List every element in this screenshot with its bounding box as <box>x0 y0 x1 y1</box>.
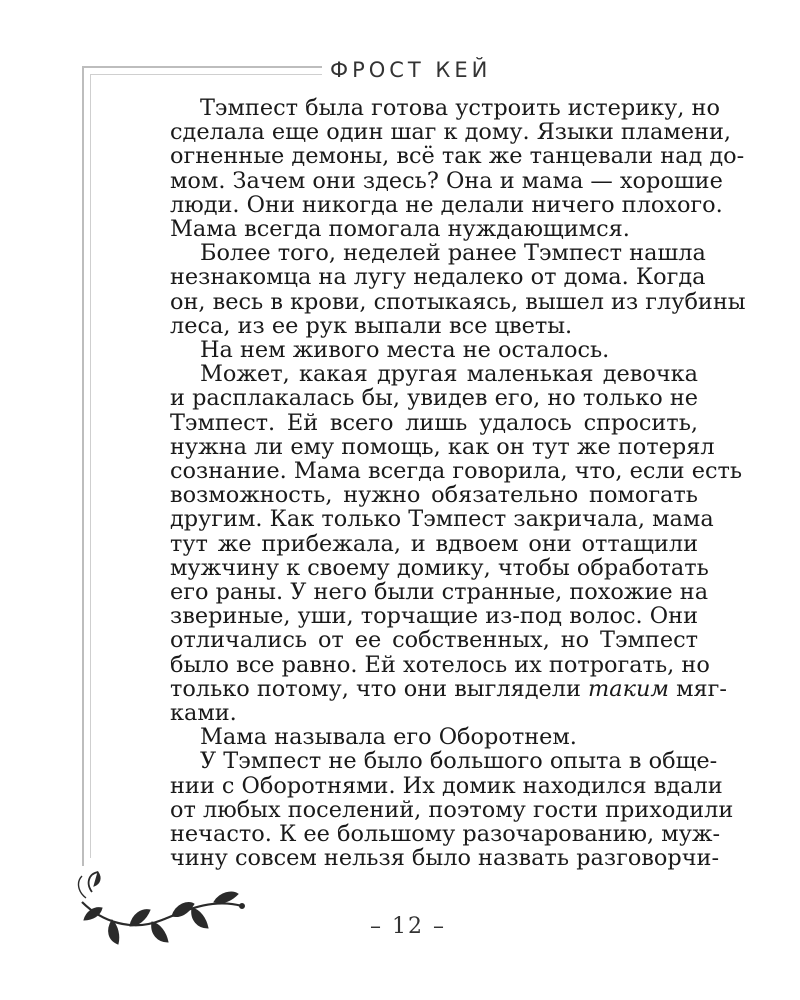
text-line: его раны. У него были странные, похожие на <box>170 579 709 606</box>
text-line: нужна ли ему помощь, как он тут же потерял <box>170 433 715 460</box>
text-line: леса, из ее рук выпали все цветы. <box>170 312 573 339</box>
text-run: мяг- <box>668 675 727 702</box>
text-line: огненные демоны, всё так же танцевали над до- <box>170 143 745 170</box>
running-head-author: ФРОСТ КЕЙ <box>330 58 492 82</box>
page-frame-left-outer <box>82 66 84 866</box>
text-line: возможность, нужно обязательно помогать <box>170 482 698 509</box>
text-line: Мама называла его Оборотнем. <box>200 724 577 751</box>
text-line: он, весь в крови, спотыкаясь, вышел из глубины <box>170 288 746 315</box>
text-line: нечасто. К ее большому разочарованию, муж- <box>170 821 721 848</box>
paragraph-3 <box>140 338 698 362</box>
text-line: люди. Они никогда не делали ничего плохого. <box>170 191 723 218</box>
text-line-with-italic <box>140 675 727 702</box>
page-frame-top-outer <box>82 66 322 68</box>
page-frame-left-inner <box>90 74 91 858</box>
text-line: сделала еще один шаг к дому. Языки пламени, <box>170 119 732 146</box>
text-line: Тэмпест была готова устроить истерику, но <box>200 95 720 121</box>
text-line: мужчину к своему домику, чтобы обработать <box>170 554 709 581</box>
text-line: чину совсем нельзя было назвать разговорчи- <box>170 845 720 872</box>
paragraph-1 <box>140 95 745 243</box>
text-line: было все равно. Ей хотелось их потрогать, но <box>170 651 710 678</box>
text-line: другим. Как только Тэмпест закричала, мама <box>170 506 714 533</box>
text-line: и расплакалась бы, увидев его, но только не <box>170 385 698 412</box>
paragraph-6 <box>140 748 734 872</box>
italic-word: таким <box>588 675 669 702</box>
text-line: У Тэмпест не было большого опыта в обще- <box>200 748 718 775</box>
text-line: звериные, уши, торчащие из-под волос. Они <box>170 603 698 630</box>
text-line: Может, какая другая маленькая девочка <box>200 361 698 388</box>
text-line: от любых поселений, поэтому гости приходили <box>170 796 734 823</box>
text-line: нии с Оборотнями. Их домик находился вдали <box>170 772 723 799</box>
paragraph-4 <box>140 361 743 727</box>
text-line: мом. Зачем они здесь? Она и мама — хорошие <box>170 167 723 194</box>
floral-vine-ornament <box>72 862 252 952</box>
text-line: На нем живого места не осталось. <box>200 337 610 364</box>
text-line: незнакомца на лугу недалеко от дома. Когда <box>170 264 706 291</box>
body-text <box>140 95 746 872</box>
text-line: Более того, неделей ранее Тэмпест нашла <box>200 240 706 267</box>
text-line: ками. <box>170 700 237 727</box>
text-line: тут же прибежала, и вдвоем они оттащили <box>170 530 698 557</box>
paragraph-2 <box>140 240 746 339</box>
text-line: сознание. Мама всегда говорила, что, если есть <box>170 458 743 485</box>
page-frame-top-inner <box>90 74 322 75</box>
text-line: Тэмпест. Ей всего лишь удалось спросить, <box>170 409 698 436</box>
text-line: отличались от ее собственных, но Тэмпест <box>170 627 698 654</box>
page-number: – 12 – <box>370 914 446 939</box>
text-line: Мама всегда помогала нуждающимся. <box>170 216 630 243</box>
paragraph-5 <box>140 725 698 749</box>
text-run: только потому, что они выглядели <box>170 675 589 702</box>
